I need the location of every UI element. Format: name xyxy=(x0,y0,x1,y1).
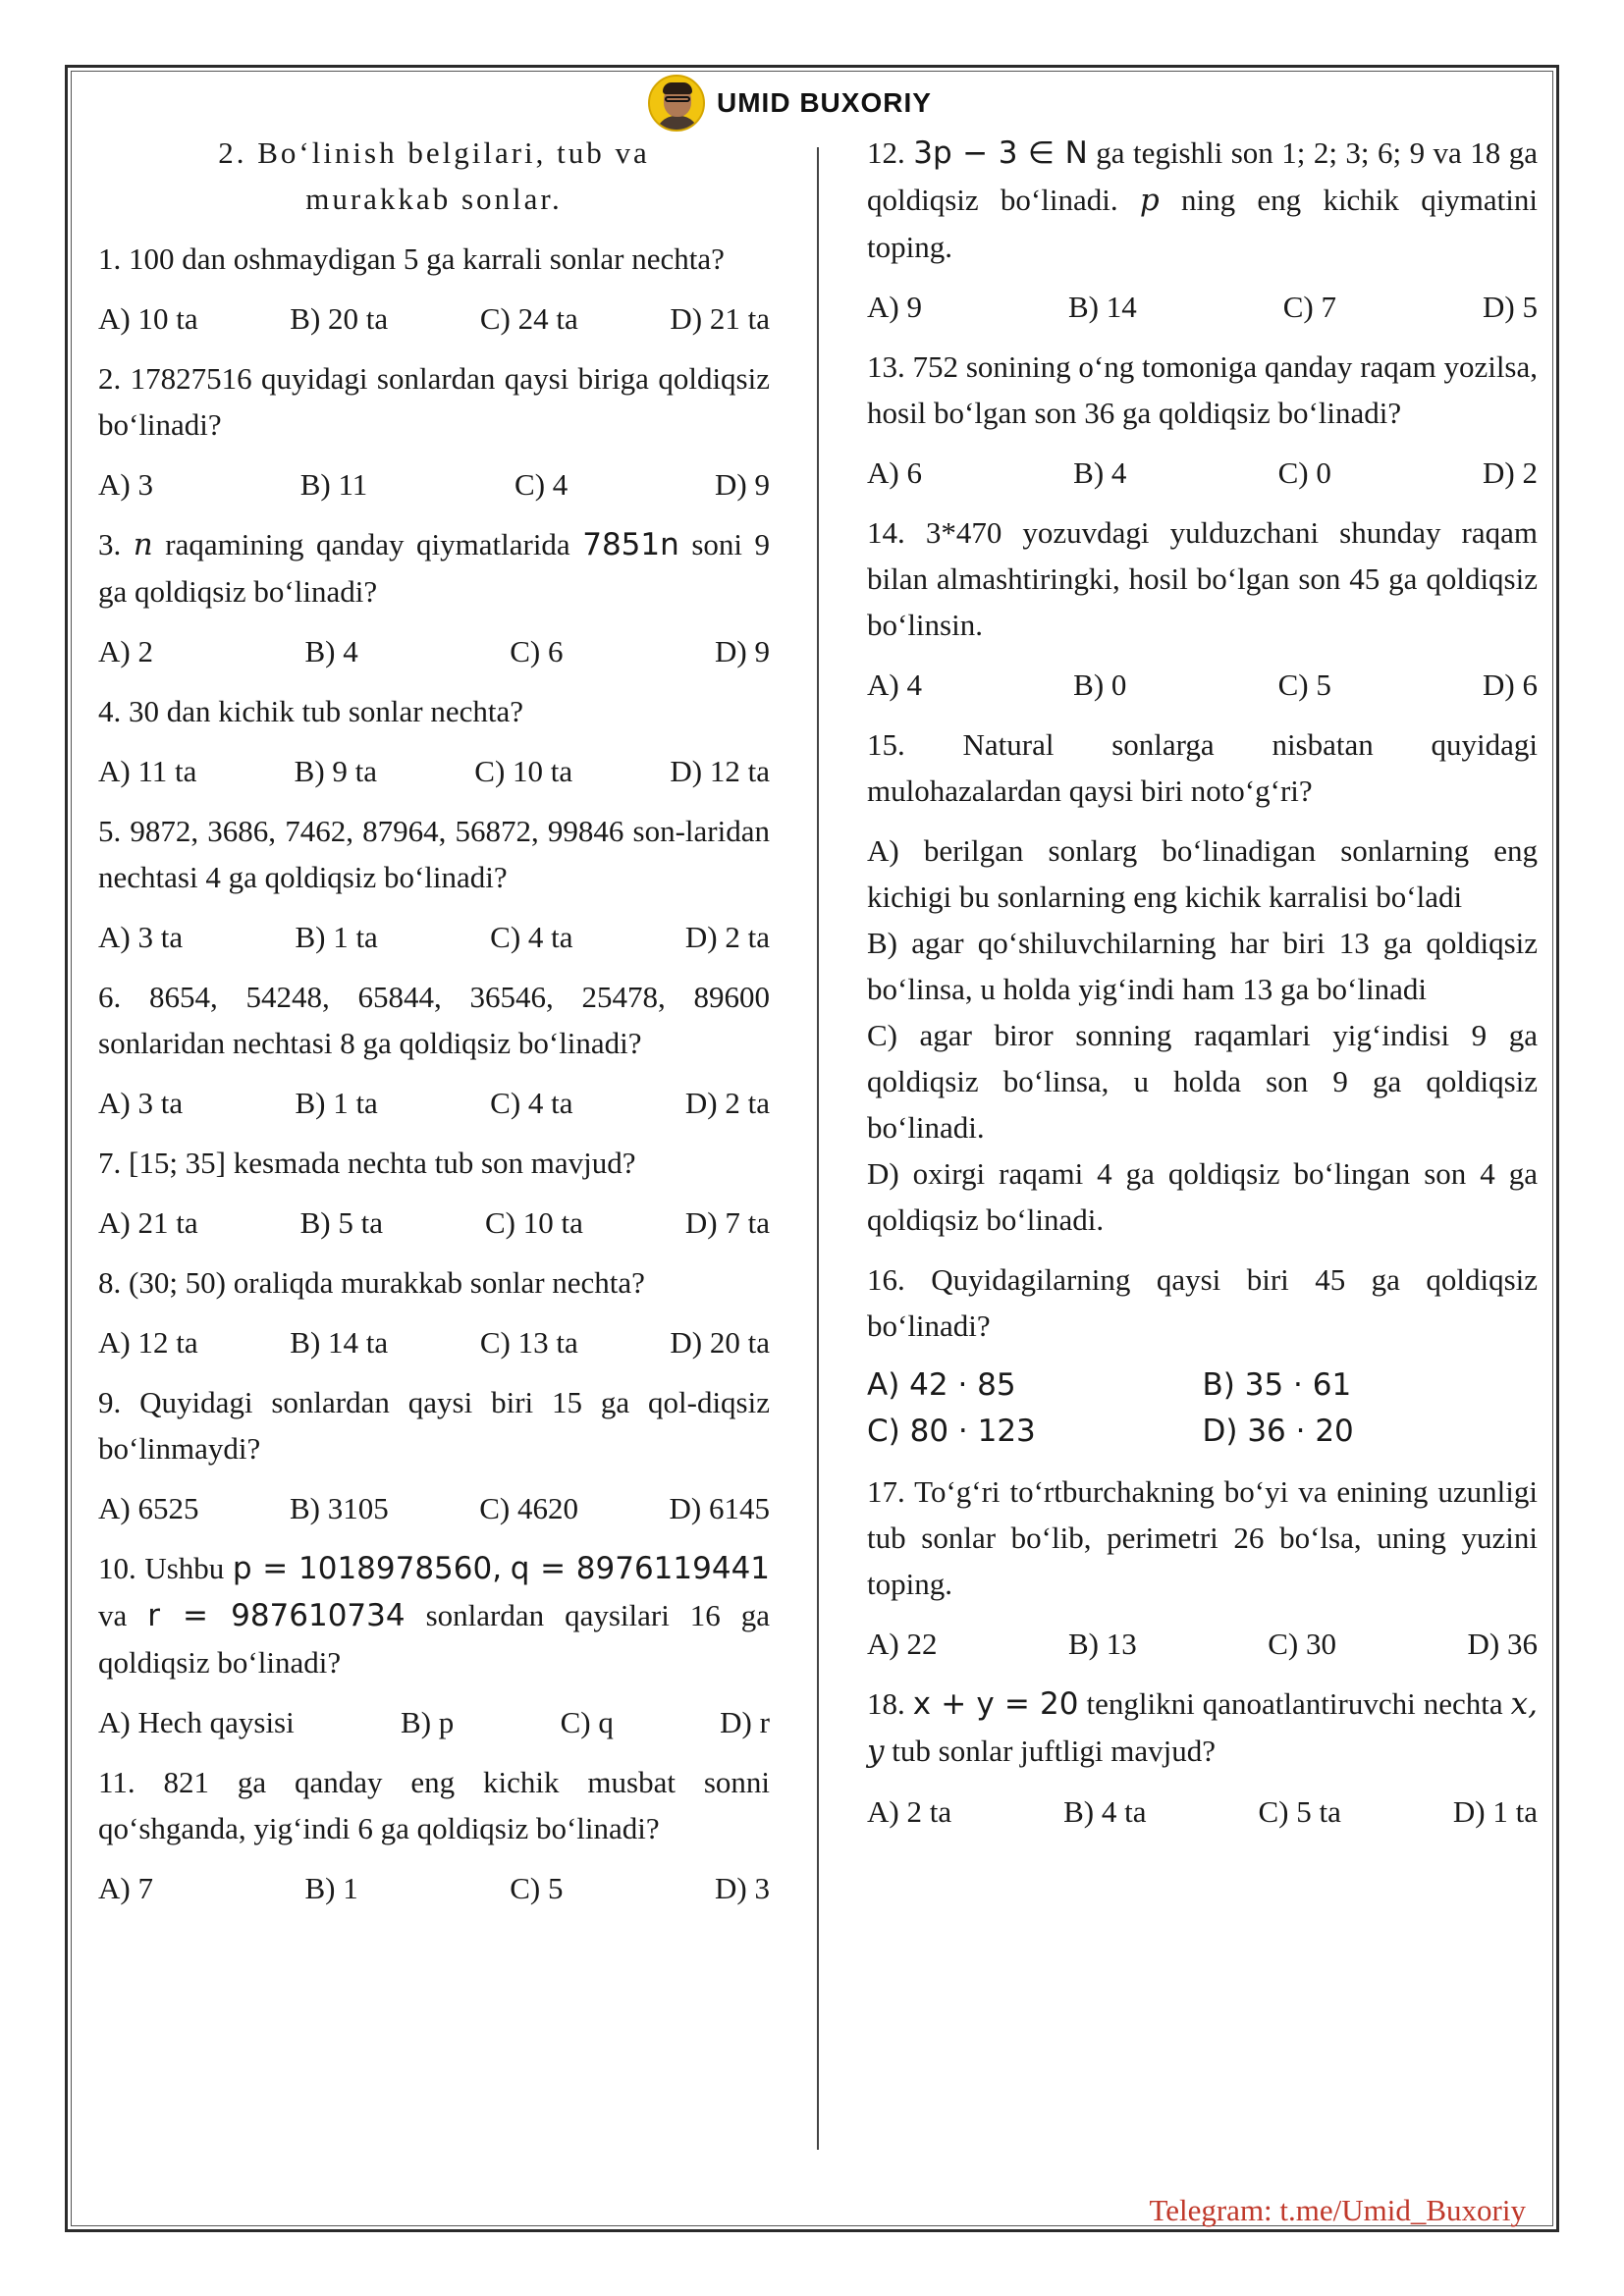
option[interactable]: B) agar qo‘shiluvchilarning har biri 13 ga qoldiqsiz bo‘linsa, u holda yig‘indi ham 13 ga bo‘linadi xyxy=(867,926,1538,1006)
question-17: 17. To‘g‘ri to‘rtburchakning bo‘yi va enining uzunligi tub sonlar bo‘lib, perimetri 26 bo‘lsa, uning yuzini toping. xyxy=(867,1474,1538,1601)
question-15: 15. Natural sonlarga nisbatan quyidagi mulohazalardan qaysi biri noto‘g‘ri? xyxy=(867,727,1538,808)
option[interactable]: C) 80 · 123 xyxy=(867,1414,1036,1449)
option[interactable]: D) 5 xyxy=(1483,290,1538,324)
option[interactable]: A) 22 xyxy=(867,1627,938,1661)
option[interactable]: C) 30 xyxy=(1268,1627,1336,1661)
option[interactable]: A) 6 xyxy=(867,455,922,490)
option[interactable]: C) 0 xyxy=(1277,455,1331,490)
option[interactable]: A) 3 xyxy=(98,467,153,502)
question-6: 6. 8654, 54248, 65844, 36546, 25478, 89600 sonlaridan nechtasi 8 ga qoldiqsiz bo‘linadi? xyxy=(98,980,770,1060)
option[interactable]: C) 13 ta xyxy=(479,1325,578,1360)
option[interactable]: C) 6 xyxy=(510,634,564,668)
options-10 xyxy=(98,1699,770,1745)
question-2: 2. 17827516 quyidagi sonlardan qaysi biriga qoldiqsiz bo‘linadi? xyxy=(98,361,770,442)
question-16: 16. Quyidagilarning qaysi biri 45 ga qoldiqsiz bo‘linadi? xyxy=(867,1262,1539,1343)
option[interactable]: A) 3 ta xyxy=(98,1086,184,1120)
option[interactable]: D) 12 ta xyxy=(670,754,770,788)
options-14 xyxy=(867,662,1538,708)
option[interactable]: A) 10 ta xyxy=(98,301,198,336)
option[interactable]: D) 21 ta xyxy=(670,301,770,336)
telegram-link[interactable]: Telegram: t.me/Umid_Buxoriy xyxy=(1149,2193,1526,2227)
option[interactable]: B) 5 ta xyxy=(299,1205,383,1240)
option[interactable]: A) 7 xyxy=(98,1871,153,1905)
option[interactable]: C) q xyxy=(560,1705,614,1739)
options-5 xyxy=(98,914,770,960)
brand-name: UMID BUXORIY xyxy=(717,87,932,118)
question-13: 13. 752 sonining o‘ng tomoniga qanday raqam yozilsa, hosil bo‘lgan son 36 ga qoldiqsiz bo‘linadi? xyxy=(867,349,1539,430)
option[interactable]: D) 1 ta xyxy=(1452,1794,1538,1829)
options-6 xyxy=(98,1080,770,1126)
option[interactable]: C) 7 xyxy=(1282,290,1336,324)
question-7: 7. [15; 35] kesmada nechta tub son mavjud? xyxy=(98,1146,636,1180)
option[interactable]: A) 2 ta xyxy=(867,1794,952,1829)
option[interactable]: A) Hech qaysisi xyxy=(98,1705,295,1739)
option[interactable]: A) 12 ta xyxy=(98,1325,198,1360)
option[interactable]: D) 2 xyxy=(1483,455,1538,490)
option[interactable]: C) agar biror sonning raqamlari yig‘indisi 9 ga qoldiqsiz bo‘linsa, u holda son 9 ga qoldiqsiz bo‘linadi. xyxy=(867,1018,1538,1145)
options-7 xyxy=(98,1200,770,1246)
options-16 xyxy=(867,1362,1538,1455)
section-title: 2. Bo‘linish belgilari, tub va murakkab sonlar. xyxy=(218,135,650,216)
option[interactable]: C) 24 ta xyxy=(479,301,578,336)
option[interactable]: A) 21 ta xyxy=(98,1205,198,1240)
option[interactable]: C) 4 xyxy=(514,467,568,502)
question-11: 11. 821 ga qanday eng kichik musbat sonni qo‘shganda, yig‘indi 6 ga qoldiqsiz bo‘linadi? xyxy=(98,1765,771,1845)
brand-header xyxy=(648,73,932,133)
options-1 xyxy=(98,295,770,342)
option[interactable]: D) 9 xyxy=(715,467,770,502)
option[interactable]: B) 14 ta xyxy=(290,1325,389,1360)
option[interactable]: C) 5 ta xyxy=(1258,1794,1341,1829)
option[interactable]: C) 10 ta xyxy=(485,1205,583,1240)
option[interactable]: A) berilgan sonlarg bo‘linadigan sonlarning eng kichigi bu sonlarning eng kichik karralisi bo‘ladi xyxy=(867,833,1538,914)
option[interactable]: B) 20 ta xyxy=(290,301,389,336)
options-11 xyxy=(98,1865,770,1911)
author-avatar xyxy=(648,75,705,132)
option[interactable]: D) 9 xyxy=(715,634,770,668)
option[interactable]: B) 13 xyxy=(1067,1627,1137,1661)
option[interactable]: B) 4 xyxy=(1073,455,1127,490)
option[interactable]: B) 4 xyxy=(304,634,358,668)
options-12 xyxy=(867,284,1538,330)
options-9 xyxy=(98,1485,770,1531)
options-3 xyxy=(98,628,770,674)
question-8: 8. (30; 50) oraliqda murakkab sonlar nechta? xyxy=(98,1265,645,1300)
option[interactable]: A) 42 · 85 xyxy=(867,1367,1016,1403)
option[interactable]: B) 4 ta xyxy=(1063,1794,1147,1829)
options-15 xyxy=(867,828,1538,1243)
question-14: 14. 3*470 yozuvdagi yulduzchani shunday raqam bilan almashtiringki, hosil bo‘lgan son 45 ga qoldiqsiz bo‘linsin. xyxy=(867,515,1539,642)
question-18: 18. x + y = 20 tenglikni qanoatlantiruvchi nechta x, y tub sonlar juftligi mavjud? xyxy=(867,1686,1539,1769)
question-5: 5. 9872, 3686, 7462, 87964, 56872, 99846 son-laridan nechtasi 4 ga qoldiqsiz bo‘linadi? xyxy=(98,814,770,894)
option[interactable]: C) 4 ta xyxy=(490,920,573,954)
option[interactable]: D) r xyxy=(720,1705,770,1739)
option[interactable]: A) 6525 xyxy=(98,1491,199,1525)
option[interactable]: B) 11 xyxy=(299,467,368,502)
question-12: 12. 3p − 3 ∈ N ga tegishli son 1; 2; 3; 6; 9 va 18 ga qoldiqsiz bo‘linadi. p ning eng kichik qiymatini toping. xyxy=(867,135,1539,264)
option[interactable]: B) 9 ta xyxy=(294,754,378,788)
option[interactable]: D) 36 xyxy=(1467,1627,1538,1661)
option[interactable]: A) 2 xyxy=(98,634,153,668)
question-10: 10. Ushbu p = 1018978560, q = 8976119441 va r = 987610734 sonlardan qaysilari 16 ga qoldiqsiz bo‘linadi? xyxy=(98,1551,771,1680)
option[interactable]: D) 7 ta xyxy=(684,1205,770,1240)
question-4: 4. 30 dan kichik tub sonlar nechta? xyxy=(98,694,524,728)
option[interactable]: D) 36 · 20 xyxy=(1202,1414,1354,1449)
option[interactable]: A) 9 xyxy=(867,290,922,324)
option[interactable]: A) 11 ta xyxy=(98,754,197,788)
options-8 xyxy=(98,1319,770,1365)
option[interactable]: B) 14 xyxy=(1067,290,1137,324)
option[interactable]: B) 3105 xyxy=(289,1491,389,1525)
option[interactable]: C) 10 ta xyxy=(474,754,573,788)
option[interactable]: B) 1 xyxy=(304,1871,358,1905)
options-2 xyxy=(98,461,770,507)
option[interactable]: B) 35 · 61 xyxy=(1202,1367,1352,1403)
option[interactable]: D) oxirgi raqami 4 ga qoldiqsiz bo‘lingan son 4 ga qoldiqsiz bo‘linadi. xyxy=(867,1156,1538,1237)
left-column xyxy=(98,130,770,1925)
options-17 xyxy=(867,1621,1538,1667)
option[interactable]: D) 6 xyxy=(1483,667,1538,702)
option[interactable]: A) 3 ta xyxy=(98,920,184,954)
option[interactable]: C) 5 xyxy=(510,1871,564,1905)
question-1: 1. 100 dan oshmaydigan 5 ga karrali sonlar nechta? xyxy=(98,241,725,276)
options-4 xyxy=(98,748,770,794)
question-9: 9. Quyidagi sonlardan qaysi biri 15 ga qol-diqsiz bo‘linmaydi? xyxy=(98,1385,770,1466)
column-divider xyxy=(817,147,819,2150)
option[interactable]: B) 1 ta xyxy=(295,920,378,954)
options-13 xyxy=(867,450,1538,496)
question-3: 3. n raqamining qanday qiymatlarida 7851n soni 9 ga qoldiqsiz bo‘linadi? xyxy=(98,527,771,609)
option[interactable]: C) 4 ta xyxy=(490,1086,573,1120)
option[interactable]: D) 2 ta xyxy=(684,920,770,954)
option[interactable]: C) 5 xyxy=(1277,667,1331,702)
option[interactable]: B) 0 xyxy=(1073,667,1127,702)
option[interactable]: D) 6145 xyxy=(669,1491,770,1525)
right-column xyxy=(867,130,1538,1848)
option[interactable]: A) 4 xyxy=(867,667,922,702)
option[interactable]: D) 20 ta xyxy=(670,1325,770,1360)
option[interactable]: B) p xyxy=(401,1705,455,1739)
option[interactable]: D) 3 xyxy=(715,1871,770,1905)
option[interactable]: D) 2 ta xyxy=(684,1086,770,1120)
options-18 xyxy=(867,1789,1538,1835)
option[interactable]: C) 4620 xyxy=(479,1491,578,1525)
option[interactable]: B) 1 ta xyxy=(295,1086,378,1120)
